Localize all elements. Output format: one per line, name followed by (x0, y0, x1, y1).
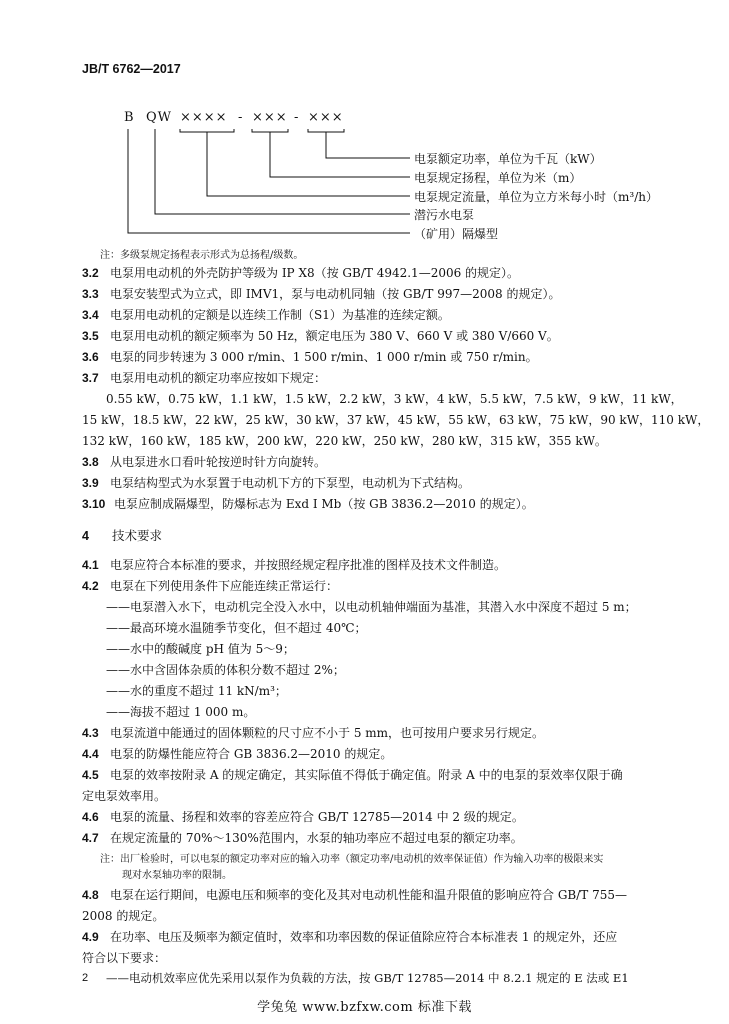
model-code-leader-lines (0, 0, 729, 260)
section-4-heading: 4 技术要求 (82, 528, 163, 543)
footer-watermark: 学兔兔 www.bzfxw.com 标准下载 (257, 1000, 472, 1015)
clause-3-7: 3.7 电泵用电动机的额定功率应按如下规定： (82, 371, 327, 385)
model-segment-head: ××× (252, 110, 288, 125)
model-segment-power: ××× (308, 110, 344, 125)
model-segment-dash-1: - (238, 110, 244, 125)
label-rated-power: 电泵额定功率，单位为千瓦（kW） (414, 152, 602, 166)
condition-item: ——海拔不超过 1 000 m。 (106, 705, 256, 719)
clause-4-7: 4.7 在规定流量的 70%～130%范围内，水泵的轴功率应不超过电泵的额定功率。 (82, 831, 523, 845)
label-explosion-proof: （矿用）隔爆型 (414, 227, 499, 241)
model-segment-qw: QW (146, 110, 173, 125)
clause-4-4: 4.4 电泵的防爆性能应符合 GB 3836.2—2010 的规定。 (82, 747, 393, 761)
condition-item: ——水中的酸碱度 pH 值为 5～9； (106, 642, 295, 656)
clause-4-9: 4.9 在功率、电压及频率为额定值时，效率和功率因数的保证值除应符合本标准表 1 的规定外，还应 (82, 930, 618, 944)
clause-4-8: 4.8 电泵在运行期间，电源电压和频率的变化及其对电动机性能和温升限值的影响应符合 GB/T 755— (82, 888, 627, 902)
clause-3-2: 3.2 电泵用电动机的外壳防护等级为 IP X8（按 GB/T 4942.1—2006 的规定）。 (82, 266, 520, 280)
power-list-line-3: 132 kW，160 kW，185 kW，200 kW，220 kW，250 kW，280 kW，315 kW，355 kW。 (82, 434, 607, 448)
clause-4-5: 4.5 电泵的效率按附录 A 的规定确定，其实际值不得低于确定值。附录 A 中的电泵的泵效率仅限于确 (82, 768, 623, 782)
clause-4-8-continued: 2008 的规定。 (82, 909, 165, 923)
condition-item: ——电泵潜入水下，电动机完全没入水中，以电动机轴伸端面为基准，其潜入水中深度不超过 5 m； (106, 600, 637, 614)
label-rated-flow: 电泵规定流量，单位为立方米每小时（m³/h） (414, 190, 658, 204)
clause-4-2: 4.2 电泵在下列使用条件下应能连续正常运行： (82, 579, 339, 593)
clause-3-9: 3.9 电泵结构型式为水泵置于电动机下方的下泵型，电动机为下式结构。 (82, 476, 471, 490)
clause-3-8: 3.8 从电泵进水口看叶轮按逆时针方向旋转。 (82, 455, 327, 469)
clause-4-6: 4.6 电泵的流量、扬程和效率的容差应符合 GB/T 12785—2014 中 2 级的规定。 (82, 810, 524, 824)
model-segment-b: B (124, 110, 135, 125)
label-sewage-pump: 潜污水电泵 (414, 208, 475, 222)
model-segment-flow: ×××× (180, 110, 228, 125)
page-number: 2 (82, 972, 89, 984)
note-4-7-continued: 现对水泵轴功率的限制。 (122, 870, 232, 881)
condition-item: ——最高环境水温随季节变化，但不超过 40℃； (106, 621, 367, 635)
model-segment-dash-2: - (294, 110, 300, 125)
note-4-7: 注：出厂检验时，可以电泵的额定功率对应的输入功率（额定功率/电动机的效率保证值）作为输入功率的极限来实 (100, 854, 604, 865)
condition-item: ——水中含固体杂质的体积分数不超过 2%； (106, 663, 345, 677)
power-list-line-1: 0.55 kW，0.75 kW，1.1 kW，1.5 kW，2.2 kW，3 kW，4 kW，5.5 kW，7.5 kW，9 kW，11 kW， (106, 392, 683, 406)
clause-3-10: 3.10 电泵应制成隔爆型，防爆标志为 Exd Ⅰ Mb（按 GB 3836.2—2010 的规定）。 (82, 497, 534, 511)
standard-code: JB/T 6762—2017 (82, 62, 181, 76)
clause-4-3: 4.3 电泵流道中能通过的固体颗粒的尺寸应不小于 5 mm，也可按用户要求另行规定。 (82, 726, 545, 740)
clause-4-9-dash-item: ——电动机效率应优先采用以泵作为负载的方法，按 GB/T 12785—2014 中 8.2.1 规定的 E 法或 E1 (106, 971, 629, 985)
condition-item: ——水的重度不超过 11 kN/m³； (106, 684, 287, 698)
model-code-note: 注：多级泵规定扬程表示形式为总扬程/级数。 (100, 250, 304, 261)
label-rated-head: 电泵规定扬程，单位为米（m） (414, 171, 582, 185)
power-list-line-2: 15 kW，18.5 kW，22 kW，25 kW，30 kW，37 kW，45 kW，55 kW，63 kW，75 kW，90 kW，110 kW， (82, 413, 710, 427)
clause-3-6: 3.6 电泵的同步转速为 3 000 r/min、1 500 r/min、1 000 r/min 或 750 r/min。 (82, 350, 538, 364)
clause-4-9-continued: 符合以下要求： (82, 951, 167, 965)
clause-3-5: 3.5 电泵用电动机的额定频率为 50 Hz，额定电压为 380 V、660 V 或 380 V/660 V。 (82, 329, 559, 343)
clause-4-1: 4.1 电泵应符合本标准的要求，并按照经规定程序批准的图样及技术文件制造。 (82, 558, 507, 572)
clause-4-5-continued: 定电泵效率用。 (82, 789, 167, 803)
clause-3-4: 3.4 电泵用电动机的定额是以连续工作制（S1）为基准的连续定额。 (82, 308, 450, 322)
clause-3-3: 3.3 电泵安装型式为立式，即 IMV1，泵与电动机同轴（按 GB/T 997—2008 的规定）。 (82, 287, 561, 301)
